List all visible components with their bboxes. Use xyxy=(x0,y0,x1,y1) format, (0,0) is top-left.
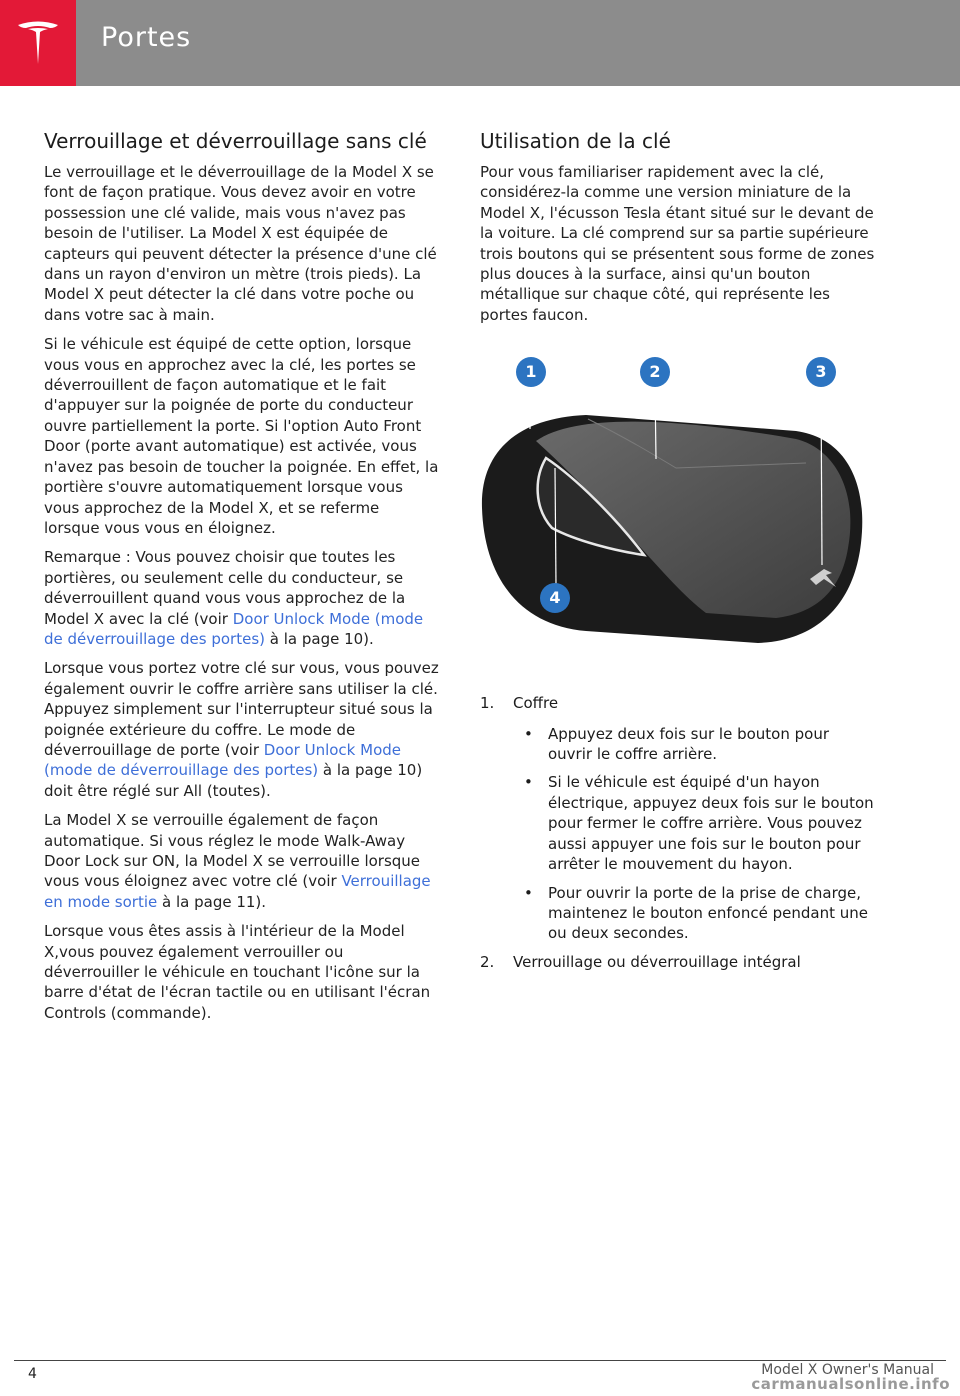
paragraph: Si le véhicule est équipé de cette option, lorsque vous vous en approchez avec la clé, les portes se déverrouillent de façon automatique et le fait d'appuyer sur la poignée de porte du conducteur ouvre partiellement la porte. Si l'option Auto Front Door (porte avant automatique) est activée, vous n'avez pas besoin de toucher la poignée. En effet, la portière s'ouvre automatiquement lorsque vous vous approchez de la Model X, et se referme lorsque vous vous en éloignez. xyxy=(44,335,439,537)
paragraph: Pour vous familiariser rapidement avec la clé, considérez-la comme une version miniature de la Model X, l'écusson Tesla étant situé sur le devant de la voiture. La clé comprend sur sa partie supérieure trois boutons qui se présentent sous forme de zones plus douces à la surface, ainsi qu'un bouton métallique sur chaque côté, qui représente les portes faucon. xyxy=(480,163,875,324)
note-paragraph: Remarque : Vous pouvez choisir que toutes les portières, ou seulement celle du conducteur, se déverrouillent quand vous vous approchez de la Model X avec la clé (voir Door Unlock Mode (mode de déverrouillage des portes) à la page 10). xyxy=(44,548,424,648)
left-column xyxy=(44,128,439,1032)
bullet-item: • Appuyez deux fois sur le bouton pour ouvrir le coffre arrière. xyxy=(524,724,830,764)
keyless-heading: Verrouillage et déverrouillage sans clé xyxy=(44,129,427,153)
button-list xyxy=(480,693,875,972)
key-fob-illustration xyxy=(476,343,876,673)
walk-away-lock-link[interactable]: Verrouillage en mode sortie xyxy=(44,872,431,911)
callout-3: 3 xyxy=(806,357,836,387)
callout-4: 4 xyxy=(540,583,570,613)
key-fob-figure xyxy=(476,343,876,673)
logo-block xyxy=(0,0,76,86)
right-column xyxy=(480,128,875,980)
bullet-icon: • xyxy=(524,883,533,902)
door-unlock-mode-link-2[interactable]: Door Unlock Mode (mode de déverrouillage des portes) xyxy=(44,740,402,780)
footer-divider xyxy=(14,1360,946,1361)
door-unlock-mode-link[interactable]: Door Unlock Mode (mode de déverrouillage des portes) xyxy=(44,609,424,648)
item-label: Verrouillage ou déverrouillage intégral xyxy=(513,952,801,971)
paragraph: Le verrouillage et le déverrouillage de la Model X se font de façon pratique. Vous devez avoir en votre possession une clé valide, mais vous n'avez pas besoin de l'utiliser. La Model X est équipée de capteurs qui peuvent détecter la présence d'une clé dans un rayon d'environ un mètre (trois pieds). La Model X peut détecter la clé dans votre poche ou dans votre sac à main. xyxy=(44,163,437,324)
paragraph: Lorsque vous portez votre clé sur vous, vous pouvez également ouvrir le coffre arrière sans utiliser la clé. Appuyez simplement sur l'interrupteur situé sous la poignée extérieure du coffre. Le mode de déverrouillage de porte (voir Door Unlock Mode (mode de déverrouillage des portes) à la page 10) doit être réglé sur All (toutes). xyxy=(44,659,439,800)
section-title: Portes xyxy=(101,22,192,53)
key-usage-heading: Utilisation de la clé xyxy=(480,129,671,153)
watermark: carmanualsonline.info xyxy=(751,1375,950,1393)
page-header xyxy=(0,0,960,86)
page-number: 4 xyxy=(28,1366,37,1382)
callout-2: 2 xyxy=(640,357,670,387)
bullet-icon: • xyxy=(524,773,533,792)
paragraph: Lorsque vous êtes assis à l'intérieur de la Model X,vous pouvez également verrouiller ou déverrouiller le véhicule en touchant l'icône sur la barre d'état de l'écran tactile ou en utilisant l'écran Controls (commande). xyxy=(44,922,431,1022)
callout-1: 1 xyxy=(516,357,546,387)
paragraph: La Model X se verrouille également de façon automatique. Si vous réglez le mode Walk-Away Door Lock sur ON, la Model X se verrouille lorsque vous vous éloignez avec votre clé (voir Verrouillage en mode sortie à la page 11). xyxy=(44,811,431,911)
manual-name: Model X Owner's Manual xyxy=(761,1362,934,1378)
bullet-list xyxy=(513,724,875,944)
bullet-icon: • xyxy=(524,724,533,743)
list-item: 1. Coffre • Appuyez deux fois sur le bouton pour ouvrir le coffre arrière. • Si le véhicule est équipé d'un hayon électrique, appuyez deux fois sur le bouton pour fermer le coffre arrière. Vous pouvez aussi appuyer une fois sur le bouton pour arrêter le mouvement du hayon. • Pour ouvrir la porte de la prise de charge, maintenez le bouton enfoncé pendant une ou deux secondes. xyxy=(480,694,874,943)
item-label: Coffre xyxy=(513,694,559,713)
tesla-logo-icon xyxy=(14,19,62,67)
list-item: 2. Verrouillage ou déverrouillage intégral xyxy=(480,952,801,971)
bullet-item: • Pour ouvrir la porte de la prise de charge, maintenez le bouton enfoncé pendant une ou deux secondes. xyxy=(524,883,868,943)
bullet-item: • Si le véhicule est équipé d'un hayon électrique, appuyez deux fois sur le bouton pour fermer le coffre arrière. Vous pouvez aussi appuyer une fois sur le bouton pour arrêter le mouvement du hayon. xyxy=(524,773,874,874)
